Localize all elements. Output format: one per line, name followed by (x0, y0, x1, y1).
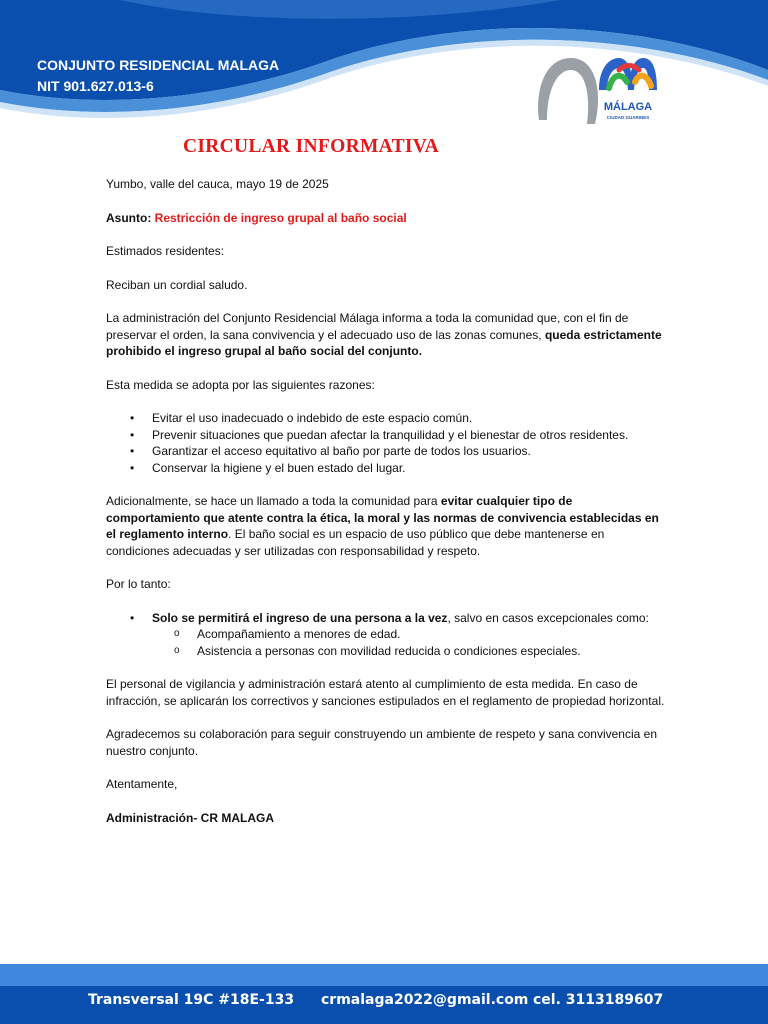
rule-bold: Solo se permitirá el ingreso de una persona a la vez (152, 610, 448, 625)
subject-line (106, 210, 666, 227)
therefore: Por lo tanto: (106, 577, 171, 591)
page-title: CIRCULAR INFORMATIVA (182, 136, 440, 157)
footer-phone: cel. 3113189607 (533, 992, 664, 1008)
list-item: o Acompañamiento a menores de edad. (152, 626, 666, 643)
logo-name: MÁLAGA (603, 101, 653, 113)
list-item: • Evitar el uso inadecuado o indebido de este espacio común. (106, 410, 666, 427)
paragraph-thanks: Agradecemos su colaboración para seguir construyendo un ambiente de respeto y sana convivencia en nuestro conjunto. (106, 727, 658, 758)
footer-address: Transversal 19C #18E-133 (88, 992, 295, 1008)
list-item: • Garantizar el acceso equitativo al baño por parte de todos los usuarios. (106, 443, 666, 460)
rule-text: , salvo en casos excepcionales como: (447, 610, 649, 625)
rule-list (106, 610, 666, 660)
closing: Atentamente, (106, 777, 178, 791)
malaga-logo-icon (533, 50, 663, 130)
paragraph-intro-text: La administración del Conjunto Residencial Málaga informa a toda la comunidad que, con el fin de preservar el orden, la sana convivencia y el adecuado uso de las zonas comunes, (106, 311, 629, 342)
logo-tagline: CIUDAD GUARINES (606, 115, 650, 120)
paragraph-intro-bold: queda estrictamente prohibido el ingreso grupal al baño social del conjunto. (106, 327, 662, 358)
date-line: Yumbo, valle del cauca, mayo 19 de 2025 (106, 177, 329, 191)
exceptions-list (152, 626, 666, 659)
paragraph-intro (106, 310, 666, 360)
paragraph-conduct-text-1: Adicionalmente, se hace un llamado a toda la comunidad para (106, 494, 441, 508)
malaga-logo (533, 50, 663, 130)
signature: Administración- CR MALAGA (106, 810, 274, 825)
org-name: CONJUNTO RESIDENCIAL MALAGA (37, 57, 280, 73)
subject-text: Restricción de ingreso grupal al baño social (154, 210, 407, 225)
list-item: o Asistencia a personas con movilidad reducida o condiciones especiales. (152, 643, 666, 660)
list-item (106, 610, 666, 660)
paragraph-enforcement: El personal de vigilancia y administración estará atento al cumplimiento de esta medida. En caso de infracción, se aplicarán los correctivos y sanciones estipulados en el reglamento de propiedad horizontal. (106, 677, 665, 708)
list-item: • Conservar la higiene y el buen estado del lugar. (106, 460, 666, 477)
paragraph-conduct (106, 493, 666, 559)
org-nit: NIT 901.627.013-6 (37, 78, 154, 94)
list-item: • Prevenir situaciones que puedan afectar la tranquilidad y el bienestar de otros residentes. (106, 427, 666, 444)
header-banner (0, 0, 768, 140)
subject-label: Asunto: (106, 210, 152, 225)
paragraph-conduct-text-2: . El baño social es un espacio de uso público que debe mantenerse en condiciones adecuadas y ser utilizadas con responsabilidad y respeto. (106, 527, 605, 558)
salutation: Reciban un cordial saludo. (106, 277, 248, 292)
reasons-list (106, 410, 666, 476)
footer-email[interactable]: crmalaga2022@gmail.com (321, 992, 529, 1008)
reasons-intro: Esta medida se adopta por las siguientes razones: (106, 377, 375, 392)
greeting: Estimados residentes: (106, 244, 225, 258)
letter-body (106, 176, 666, 826)
paragraph-conduct-bold: evitar cualquier tipo de comportamiento que atente contra la ética, la moral y las normas de convivencia establecidas en el reglamento interno (106, 494, 659, 541)
